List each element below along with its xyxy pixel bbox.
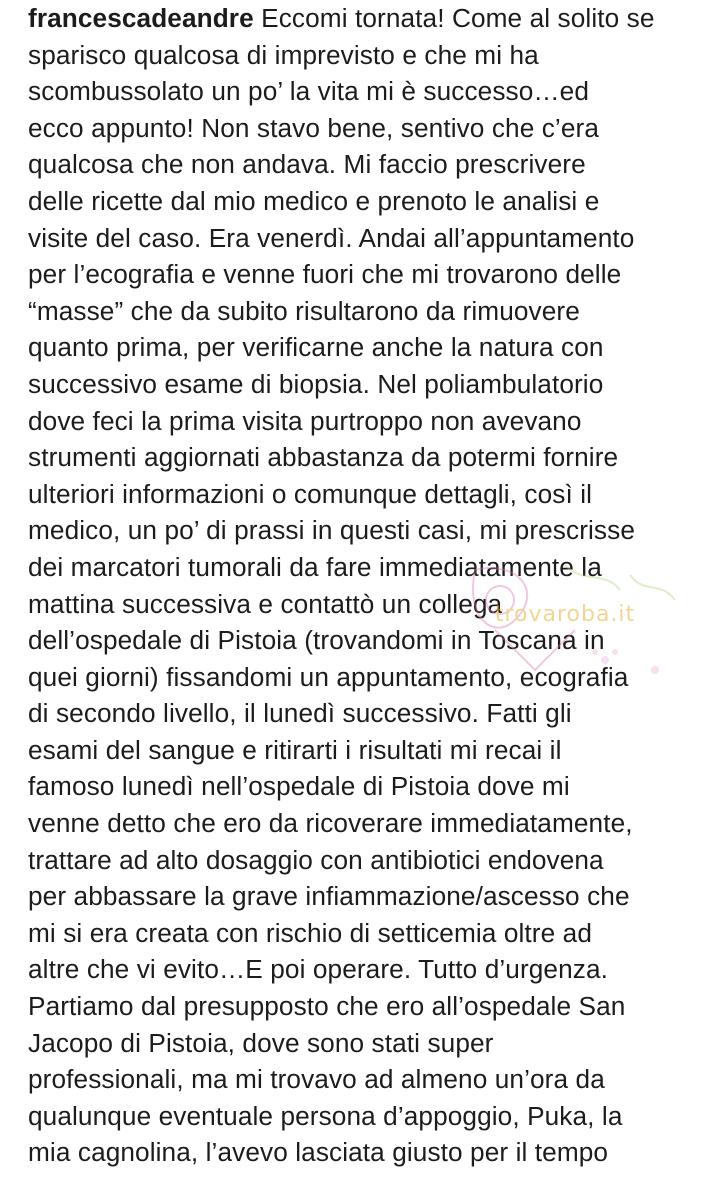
caption-line: qualunque eventuale persona d’appoggio, Puka, la bbox=[28, 1100, 623, 1131]
caption-line: mia cagnolina, l’avevo lasciata giusto per il tempo bbox=[28, 1137, 609, 1168]
caption-line: successivo esame di biopsia. Nel poliambulatorio bbox=[28, 368, 604, 399]
caption-line: famoso lunedì nell’ospedale di Pistoia dove mi bbox=[28, 771, 570, 802]
caption-line: per l’ecografia e venne fuori che mi trovarono delle bbox=[28, 259, 622, 290]
caption-line: medico, un po’ di prassi in questi casi, mi prescrisse bbox=[28, 515, 635, 546]
caption-line: professionali, ma mi trovavo ad almeno un’ora da bbox=[28, 1064, 605, 1095]
caption-line: quanto prima, per verificarne anche la natura con bbox=[28, 332, 604, 363]
post-username[interactable]: francescadeandre bbox=[28, 3, 254, 33]
caption-line: sparisco qualcosa di imprevisto e che mi ha bbox=[28, 39, 539, 70]
caption-line: trattare ad alto dosaggio con antibiotici endovena bbox=[28, 844, 604, 875]
caption-line: scombussolato un po’ la vita mi è successo…ed bbox=[28, 76, 590, 107]
caption-line: venne detto che ero da ricoverare immediatamente, bbox=[28, 808, 633, 839]
watermark-text: trovaroba.it bbox=[494, 602, 636, 627]
caption-line: mattina successiva e contattò un collega bbox=[28, 588, 503, 619]
caption-line: delle ricette dal mio medico e prenoto le analisi e bbox=[28, 185, 600, 216]
caption-line bbox=[28, 0, 708, 37]
caption-line: ecco appunto! Non stavo bene, sentivo che c’era bbox=[28, 112, 600, 143]
caption-line: mi si era creata con rischio di setticemia oltre ad bbox=[28, 917, 592, 948]
caption-text: Eccomi tornata! Come al solito se bbox=[253, 3, 655, 33]
caption-line: dei marcatori tumorali da fare immediatamente la bbox=[28, 551, 602, 582]
caption-line: quei giorni) fissandomi un appuntamento, ecografia bbox=[28, 661, 629, 692]
caption-line: visite del caso. Era venerdì. Andai all’appuntamento bbox=[28, 222, 635, 253]
bottom-navigation-bar bbox=[0, 1180, 714, 1200]
caption-line: “masse” che da subito risultarono da rimuovere bbox=[28, 295, 580, 326]
caption-line: esami del sangue e ritirarti i risultati mi recai il bbox=[28, 734, 562, 765]
caption-line: ulteriori informazioni o comunque dettagli, così il bbox=[28, 478, 593, 509]
caption-line: altre che vi evito…E poi operare. Tutto d’urgenza. bbox=[28, 954, 608, 985]
post-caption bbox=[28, 0, 708, 1171]
caption-line: dell’ospedale di Pistoia (trovandomi in Toscana in bbox=[28, 625, 605, 656]
caption-line: strumenti aggiornati abbastanza da potermi fornire bbox=[28, 442, 619, 473]
caption-line: qualcosa che non andava. Mi faccio prescrivere bbox=[28, 149, 586, 180]
caption-line: Partiamo dal presupposto che ero all’ospedale San bbox=[28, 991, 626, 1022]
caption-line: Jacopo di Pistoia, dove sono stati super bbox=[28, 1027, 494, 1058]
caption-line: per abbassare la grave infiammazione/ascesso che bbox=[28, 881, 630, 912]
caption-line: di secondo livello, il lunedì successivo. Fatti gli bbox=[28, 698, 572, 729]
caption-line: dove feci la prima visita purtroppo non avevano bbox=[28, 405, 582, 436]
